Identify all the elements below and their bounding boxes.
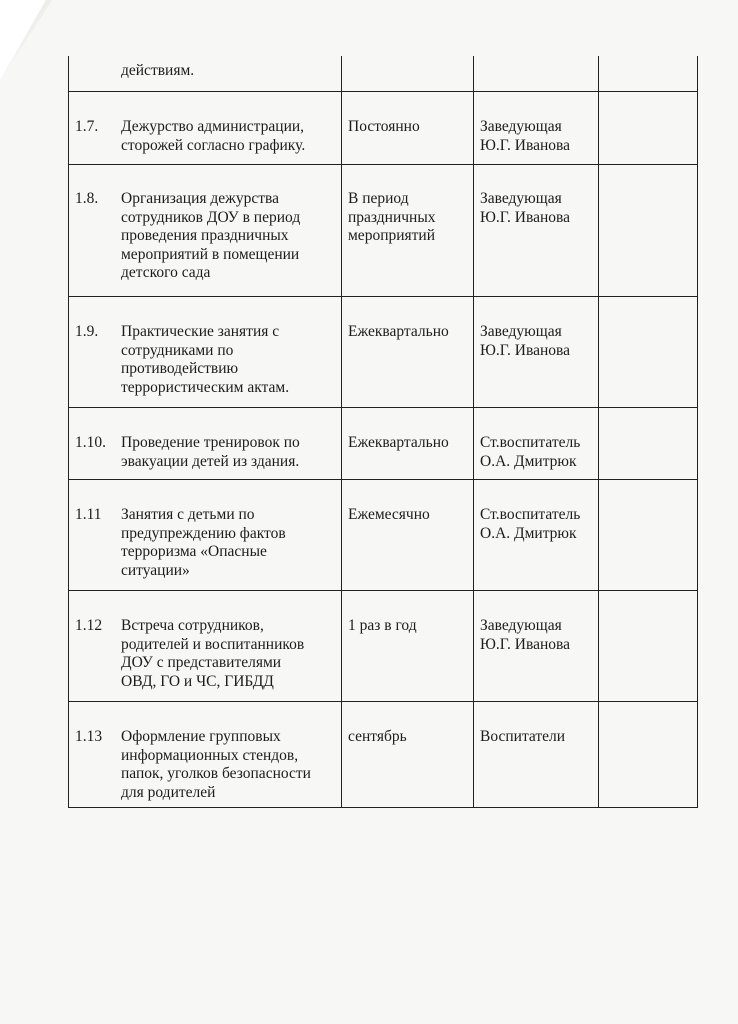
row-number: 1.11 xyxy=(75,506,102,523)
table-row xyxy=(69,165,697,297)
row-activity: Проведение тренировок по эвакуации детей из здания. xyxy=(121,434,300,470)
row-responsible: Заведующая Ю.Г. Иванова xyxy=(480,118,570,154)
row-activity: Оформление групповых информационных стендов, папок, уголков безопасности для родителей xyxy=(121,728,311,801)
row-number: 1.7. xyxy=(75,118,99,135)
row-activity: Практические занятия с сотрудниками по противодействию террористическим актам. xyxy=(121,323,290,396)
table-row xyxy=(69,56,697,92)
row-activity: Занятия с детьми по предупреждению фактов терроризма «Опасные ситуации» xyxy=(121,506,286,579)
row-responsible: Ст.воспитатель О.А. Дмитрюк xyxy=(480,506,581,542)
row-number: 1.9. xyxy=(75,323,99,340)
table-row xyxy=(69,702,697,807)
row-timing: Постоянно xyxy=(348,118,420,135)
row-timing: Ежеквартально xyxy=(348,434,449,451)
row-activity: Встреча сотрудников, родителей и воспитанников ДОУ с представителями ОВД, ГО и ЧС, ГИБДД xyxy=(121,617,305,690)
row-responsible: Воспитатели xyxy=(480,728,566,745)
row-responsible: Ст.воспитатель О.А. Дмитрюк xyxy=(480,434,581,470)
table-row xyxy=(69,408,697,480)
row-responsible: Заведующая Ю.Г. Иванова xyxy=(480,617,570,653)
row-timing: Ежеквартально xyxy=(348,323,449,340)
row-number: 1.8. xyxy=(75,190,99,207)
activities-table xyxy=(68,56,698,808)
row-number: 1.12 xyxy=(75,617,103,634)
row-activity: Дежурство администрации, сторожей согласно графику. xyxy=(121,118,306,154)
row-responsible: Заведующая Ю.Г. Иванова xyxy=(480,190,570,226)
table-row xyxy=(69,297,697,408)
table-row xyxy=(69,480,697,591)
row-responsible: Заведующая Ю.Г. Иванова xyxy=(480,323,570,359)
row-timing: сентябрь xyxy=(348,728,407,745)
row-number: 1.13 xyxy=(75,728,103,745)
row-number: 1.10. xyxy=(75,434,106,451)
row-activity: действиям. xyxy=(121,62,195,79)
row-timing: 1 раз в год xyxy=(348,617,417,634)
row-timing: Ежемесячно xyxy=(348,506,430,523)
table-row xyxy=(69,591,697,702)
row-activity: Организация дежурства сотрудников ДОУ в период проведения праздничных мероприятий в помещении детского сада xyxy=(121,190,301,281)
page-corner-fold xyxy=(0,0,46,80)
table-row xyxy=(69,92,697,165)
row-timing: В период праздничных мероприятий xyxy=(348,190,436,244)
